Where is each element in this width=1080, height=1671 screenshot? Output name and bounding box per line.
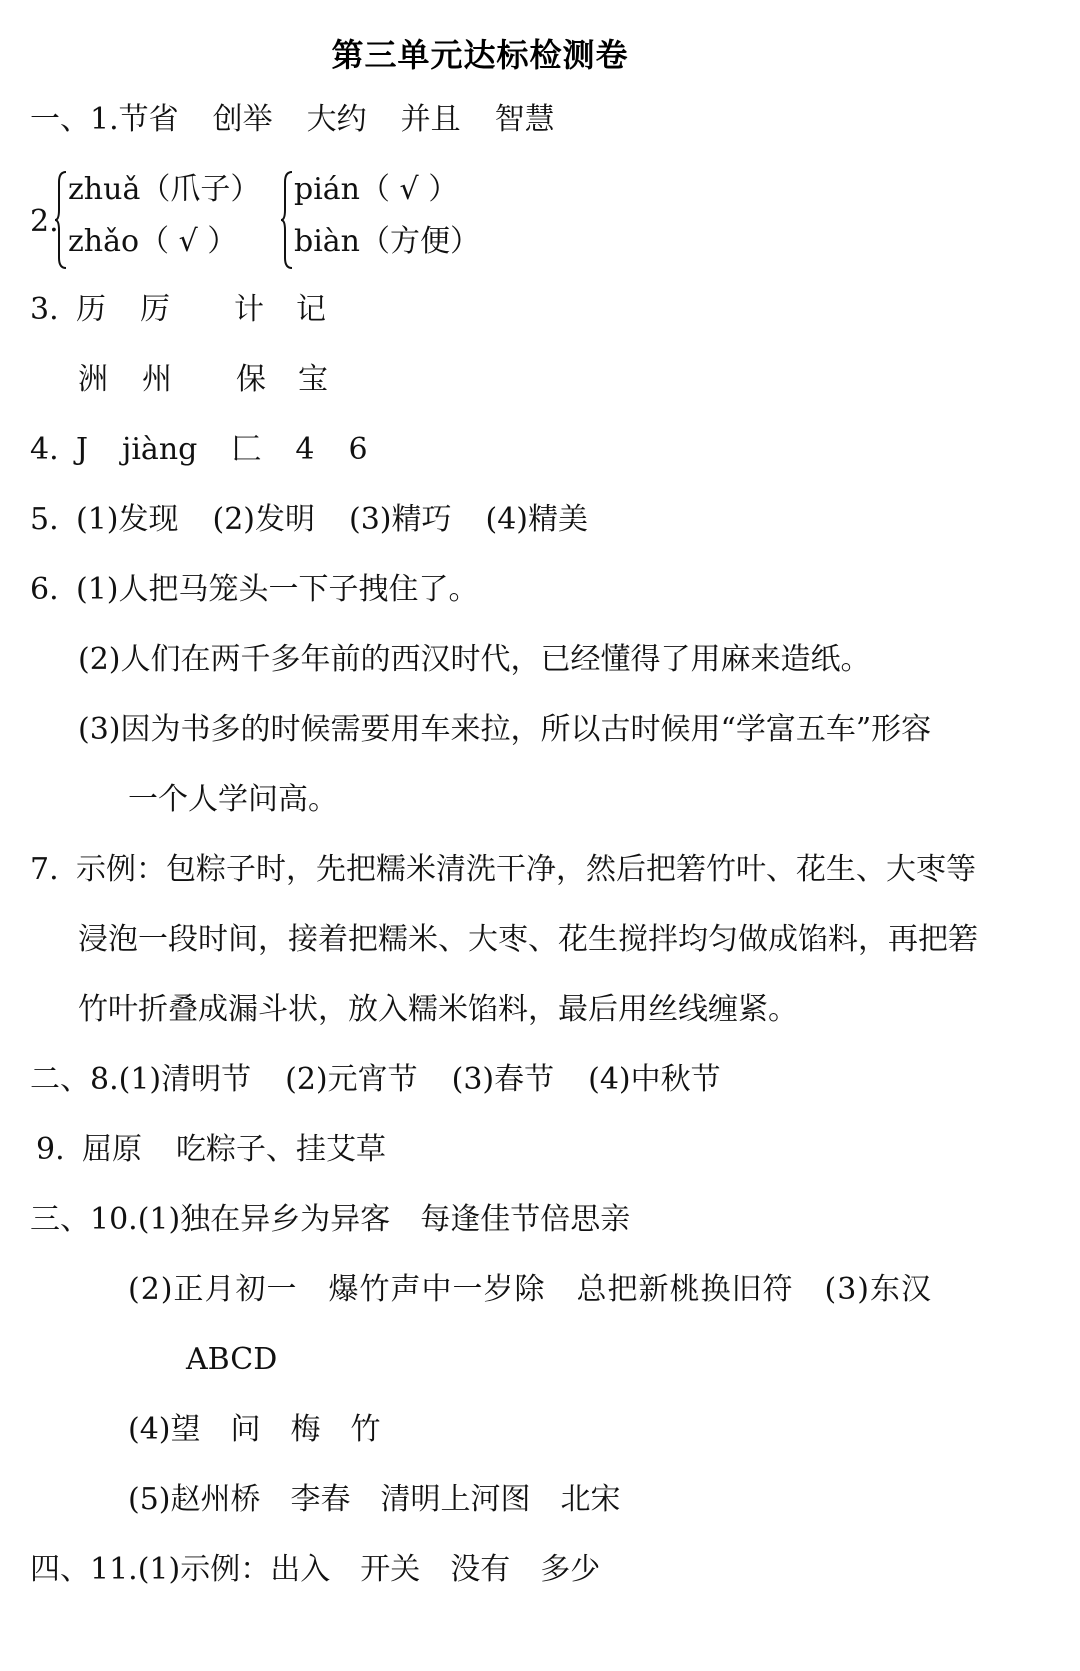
q1-item: 大约 (306, 102, 367, 137)
q2-group2-top: pián（ √ ） (294, 172, 459, 207)
q8-item: (3)春节 (451, 1062, 555, 1097)
q3-char: 洲 (78, 362, 108, 397)
q7-text-1: 示例：包粽子时，先把糯米清洗干净，然后把箬竹叶、花生、大枣等 (76, 852, 976, 887)
q2-group2-bottom: biàn（方便） (294, 224, 481, 259)
q4-number: 4. (30, 432, 59, 467)
q11-prefix: 四、11. (30, 1552, 138, 1587)
q3-char: 记 (296, 292, 326, 327)
q1-item: 智慧 (494, 102, 555, 137)
q3-number: 3. (30, 292, 59, 327)
q6-answer-2: (2)人们在两千多年前的西汉时代，已经懂得了用麻来造纸。 (78, 642, 871, 677)
q6-answer-1: (1)人把马笼头一下子拽住了。 (76, 572, 479, 607)
q10-answer-1: (1)独在异乡为异客 每逢佳节倍思亲 (137, 1202, 631, 1237)
q9-item: 吃粽子、挂艾草 (176, 1132, 386, 1167)
q11-line1 (30, 1550, 600, 1590)
q4-item: jiàng (122, 432, 198, 467)
q6-answer-3-cont: 一个人学问高。 (128, 782, 338, 817)
q1-line (30, 100, 589, 140)
q7-line1 (30, 850, 976, 890)
q5-item: (3)精巧 (349, 502, 452, 537)
q1-prefix: 一、1. (30, 102, 119, 137)
q7-number: 7. (30, 852, 59, 887)
q2-group1-bottom: zhǎo（ √ ） (68, 224, 238, 259)
q1-item: 节省 (118, 102, 179, 137)
q7-text-2: 浸泡一段时间，接着把糯米、大枣、花生搅拌均匀做成馅料，再把箬 (78, 922, 978, 957)
q5-number: 5. (30, 502, 59, 537)
left-brace-icon (280, 170, 294, 270)
q8-item: (4)中秋节 (588, 1062, 721, 1097)
q3-char: 计 (234, 292, 264, 327)
q5-item: (1)发现 (76, 502, 179, 537)
q10-answer-4: (4)望 问 梅 竹 (128, 1412, 381, 1447)
q5-line (30, 500, 622, 540)
q1-item: 创举 (212, 102, 273, 137)
q3-char: 州 (142, 362, 172, 397)
q4-item: 6 (348, 432, 368, 467)
q10-answer-2: (2)正月初一 爆竹声中一岁除 总把新桃换旧符 (3)东汉 (128, 1272, 932, 1307)
q3-char: 厉 (140, 292, 170, 327)
q3-char: 保 (236, 362, 266, 397)
q5-item: (2)发明 (212, 502, 315, 537)
q3-row1 (30, 290, 326, 330)
q10-answer-2-cont: ABCD (186, 1342, 278, 1377)
q10-line1 (30, 1200, 630, 1240)
page-title: 第三单元达标检测卷 (331, 36, 629, 74)
q8-item: (2)元宵节 (285, 1062, 418, 1097)
q9-item: 屈原 (82, 1132, 142, 1167)
q4-item: 4 (295, 432, 315, 467)
q6-answer-3: (3)因为书多的时候需要用车来拉，所以古时候用“学富五车”形容 (78, 712, 932, 747)
q6-line1 (30, 570, 479, 610)
q3-row2 (78, 360, 328, 400)
q6-number: 6. (30, 572, 59, 607)
q9-number: 9. (36, 1132, 65, 1167)
q11-answer-1: (1)示例：出入 开关 没有 多少 (137, 1552, 601, 1587)
q5-item: (4)精美 (485, 502, 588, 537)
q2-block (30, 170, 550, 270)
q8-line (30, 1060, 755, 1100)
q4-item: J (76, 432, 89, 467)
q3-char: 宝 (298, 362, 328, 397)
q2-number: 2. (30, 204, 59, 239)
q2-group1-top: zhuǎ（爪子） (68, 172, 261, 207)
q4-line (30, 430, 402, 470)
q9-line (36, 1130, 420, 1170)
q10-answer-5: (5)赵州桥 李春 清明上河图 北宋 (128, 1482, 621, 1517)
q7-text-3: 竹叶折叠成漏斗状，放入糯米馅料，最后用丝线缠紧。 (78, 992, 798, 1027)
q4-item: 匚 (231, 432, 262, 467)
q8-prefix: 二、8. (30, 1062, 119, 1097)
q10-prefix: 三、10. (30, 1202, 138, 1237)
q3-char: 历 (76, 292, 106, 327)
left-brace-icon (54, 170, 68, 270)
q1-item: 并且 (400, 102, 461, 137)
q8-item: (1)清明节 (118, 1062, 252, 1097)
